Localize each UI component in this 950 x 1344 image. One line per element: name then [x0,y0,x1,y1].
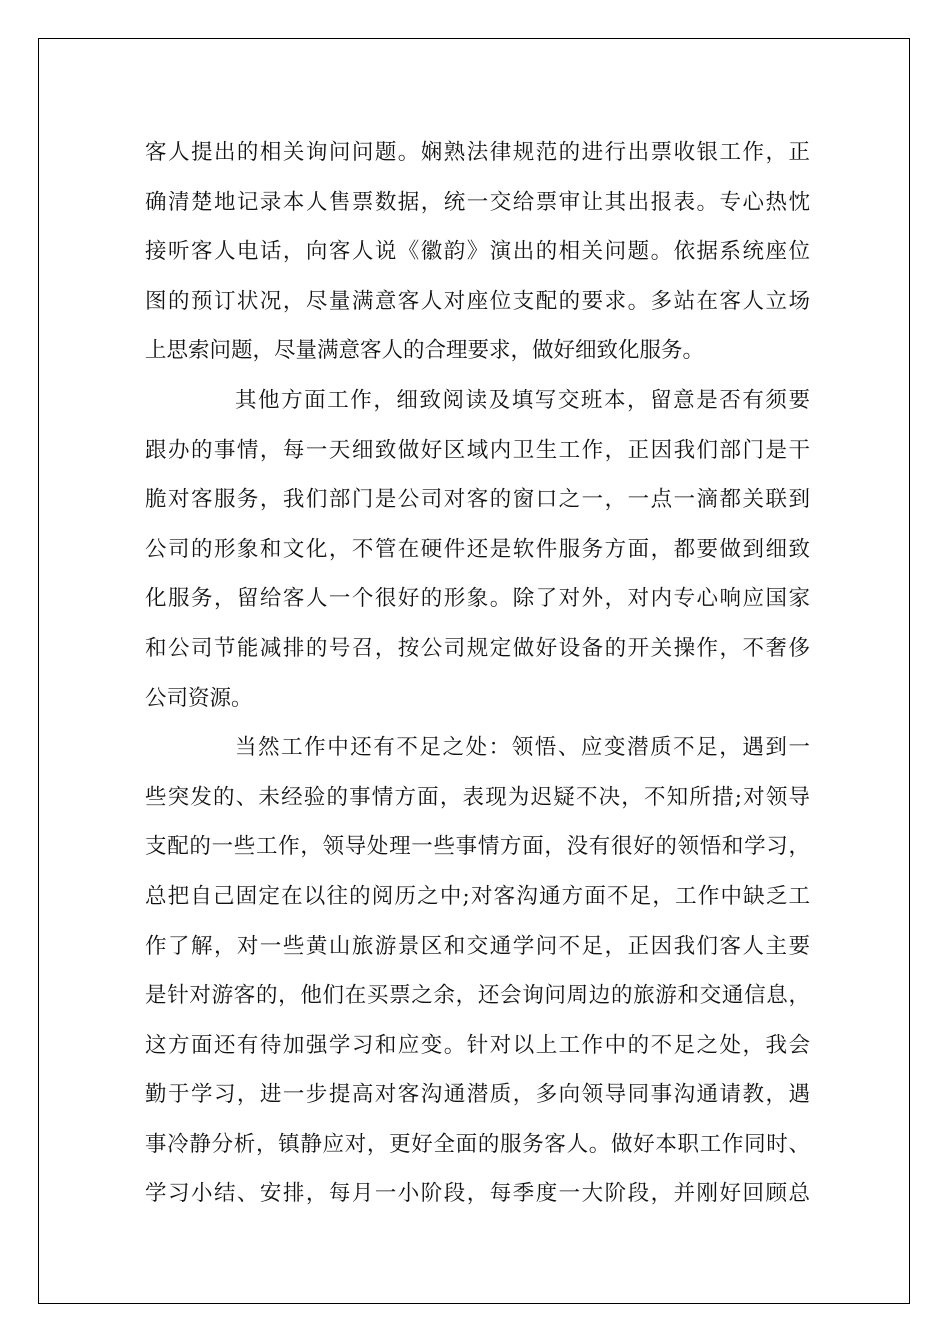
text-line: 是针对游客的，他们在买票之余，还会询问周边的旅游和交通信息， [145,983,810,1009]
text-line: 总把自己固定在以往的阅历之中;对客沟通方面不足，工作中缺乏工 [145,883,810,909]
text-line: 跟办的事情，每一天细致做好区域内卫生工作，正因我们部门是干 [145,437,810,463]
text-line: 这方面还有待加强学习和应变。针对以上工作中的不足之处，我会 [145,1032,810,1058]
text-line: 化服务，留给客人一个很好的形象。除了对外，对内专心响应国家 [145,586,810,612]
text-line: 当然工作中还有不足之处：领悟、应变潜质不足，遇到一 [235,735,810,761]
text-line: 公司资源。 [145,685,253,711]
text-line: 事冷静分析，镇静应对，更好全面的服务客人。做好本职工作同时、 [145,1131,810,1157]
text-line: 支配的一些工作，领导处理一些事情方面，没有很好的领悟和学习， [145,834,810,860]
text-line: 脆对客服务，我们部门是公司对客的窗口之一，一点一滴都关联到 [145,487,810,513]
text-line: 些突发的、未经验的事情方面，表现为迟疑不决，不知所措;对领导 [145,784,810,810]
text-line: 客人提出的相关询问问题。娴熟法律规范的进行出票收银工作，正 [145,140,810,165]
text-line: 和公司节能减排的号召，按公司规定做好设备的开关操作，不奢侈 [145,635,810,661]
text-line: 其他方面工作，细致阅读及填写交班本，留意是否有须要 [235,387,810,413]
text-line: 学习小结、安排，每月一小阶段，每季度一大阶段，并刚好回顾总 [145,1181,810,1207]
text-line: 图的预订状况，尽量满意客人对座位支配的要求。多站在客人立场 [145,288,810,314]
text-line: 公司的形象和文化，不管在硬件还是软件服务方面，都要做到细致 [145,536,810,562]
text-line: 确清楚地记录本人售票数据，统一交给票审让其出报表。专心热忱 [145,189,810,215]
text-line: 接听客人电话，向客人说《徽韵》演出的相关问题。依据系统座位 [145,239,810,265]
text-line: 上思索问题，尽量满意客人的合理要求，做好细致化服务。 [145,338,705,364]
text-line: 作了解，对一些黄山旅游景区和交通学问不足，正因我们客人主要 [145,933,810,959]
document-body [145,128,810,1219]
text-line: 勤于学习，进一步提高对客沟通潜质，多向领导同事沟通请教，遇 [145,1082,810,1108]
